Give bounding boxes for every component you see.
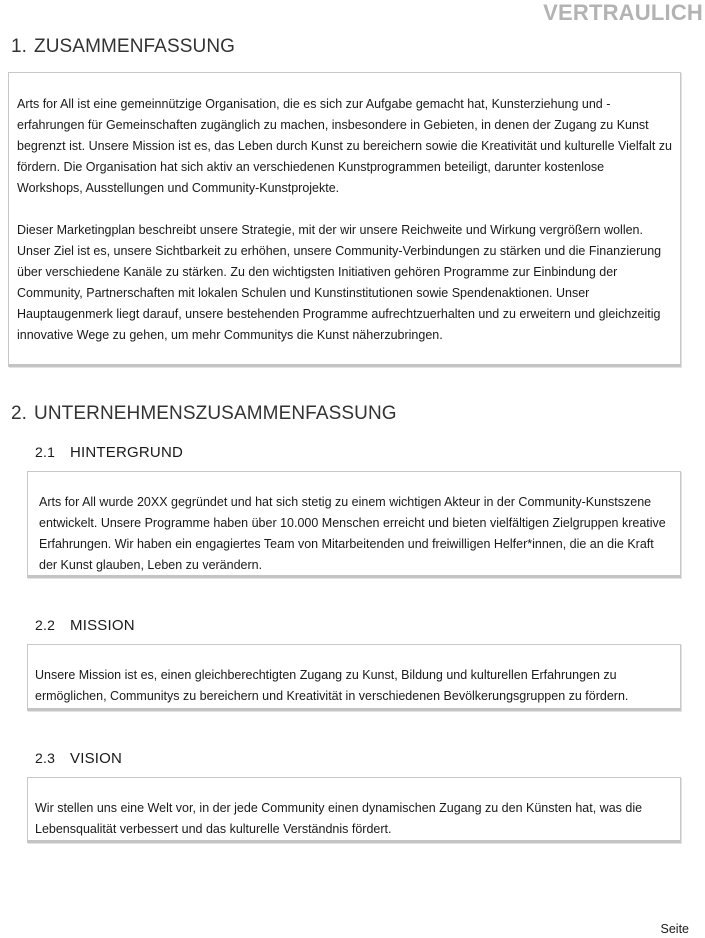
subsection-number: 2.3	[35, 750, 56, 766]
mission-box	[27, 644, 681, 711]
subsection-heading-vision	[35, 750, 122, 767]
section-title: ZUSAMMENFASSUNG	[34, 36, 236, 57]
background-text: Arts for All wurde 20XX gegründet und hat sich stetig zu einem wichtigen Akteur in der Community-Kunstszene entwickelt. Unsere Programme haben über 10.000 Menschen erreicht und bieten vielfältigen Zielgruppen kreative Erfahrungen. Wir haben ein engagiertes Team von Mitarbeitenden und freiwilligen Helfer*innen, die an die Kraft der Kunst glauben, Leben zu verändern.	[39, 495, 666, 572]
section-title: UNTERNEHMENSZUSAMMENFASSUNG	[34, 403, 397, 424]
section-heading-summary	[11, 36, 235, 58]
summary-box	[8, 72, 681, 367]
summary-paragraph-1: Arts for All ist eine gemeinnützige Organisation, die es sich zur Aufgabe gemacht hat, Kunsterziehung und -erfahrungen für Gemeinschaften zugänglich zu machen, insbesondere in Gebieten, in denen der Zugang zu Kunst begrenzt ist. Unsere Mission ist es, das Leben durch Kunst zu bereichern sowie die Kreativität und kulturelle Vielfalt zu fördern. Die Organisation hat sich aktiv an verschiedenen Kunstprogrammen beteiligt, darunter kostenlose Workshops, Ausstellungen und Community-Kunstprojekte.	[17, 97, 672, 195]
subsection-heading-mission	[35, 617, 135, 634]
subsection-number: 2.1	[35, 444, 56, 460]
section-number: 1.	[11, 36, 28, 57]
mission-text: Unsere Mission ist es, einen gleichberechtigten Zugang zu Kunst, Bildung und kulturellen Erfahrungen zu ermöglichen, Communitys zu bereichern und Kreativität in verschiedenen Bevölkerungsgruppen zu fördern.	[35, 668, 629, 703]
summary-paragraph-2: Dieser Marketingplan beschreibt unsere Strategie, mit der wir unsere Reichweite und Wirkung vergrößern wollen. Unser Ziel ist es, unsere Sichtbarkeit zu erhöhen, unsere Community-Verbindungen zu stärken und die Finanzierung über verschiedene Kanäle zu stärken. Zu den wichtigsten Initiativen gehören Programme zur Einbindung der Community, Partnerschaften mit lokalen Schulen und Kunstinstitutionen sowie Spendenaktionen. Unser Hauptaugenmerk liegt darauf, unsere bestehenden Programme aufrechtzuerhalten und zu erweitern und gleichzeitig innovative Wege zu gehen, um mehr Communitys die Kunst näherzubringen.	[17, 223, 662, 342]
page-footer-label: Seite	[660, 922, 689, 936]
confidential-label: VERTRAULICH	[543, 0, 703, 25]
subsection-heading-background	[35, 444, 183, 461]
vision-box	[27, 777, 681, 843]
vision-text: Wir stellen uns eine Welt vor, in der jede Community einen dynamischen Zugang zu den Künsten hat, was die Lebensqualität verbessert und das kulturelle Verständnis fördert.	[35, 801, 643, 836]
subsection-title: MISSION	[70, 617, 135, 634]
section-number: 2.	[11, 403, 28, 424]
subsection-number: 2.2	[35, 617, 56, 633]
background-box	[27, 471, 681, 578]
subsection-title: HINTERGRUND	[70, 444, 184, 461]
section-heading-company-summary	[11, 403, 397, 425]
subsection-title: VISION	[70, 750, 123, 767]
